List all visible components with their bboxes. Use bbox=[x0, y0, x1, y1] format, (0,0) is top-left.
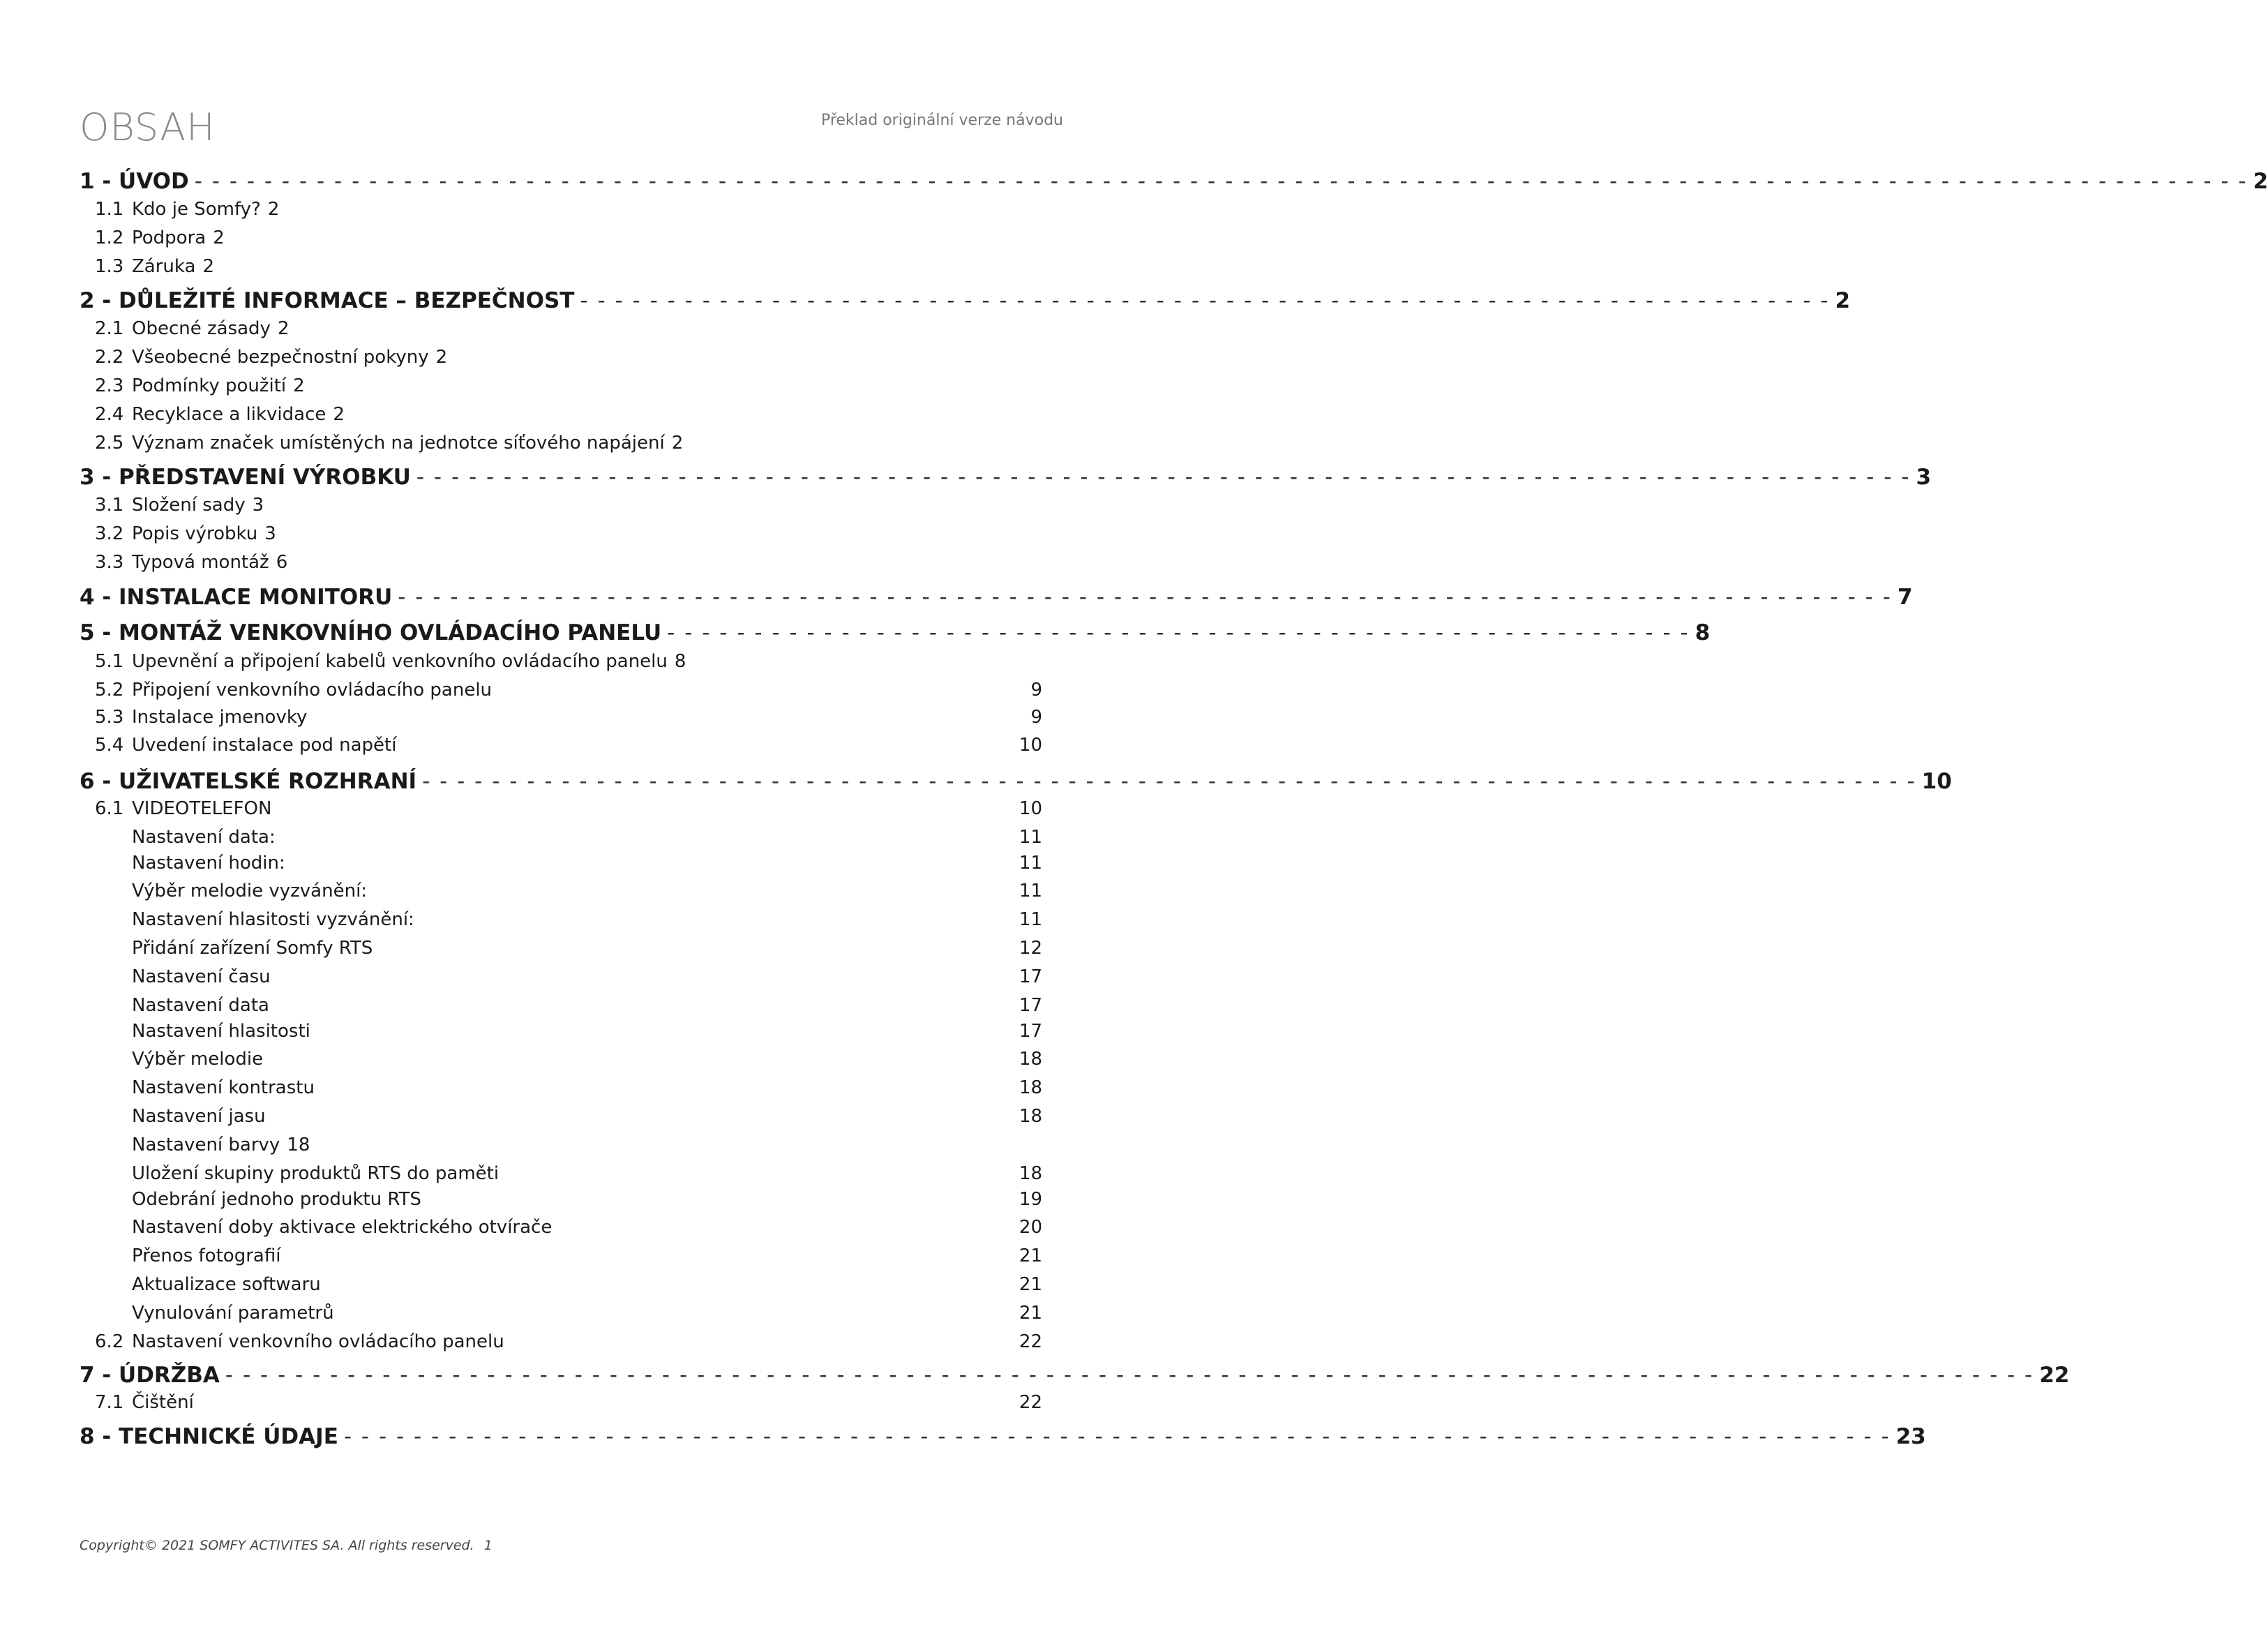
item-title: Nastavení hlasitosti vyzvánění: bbox=[132, 909, 414, 930]
toc-item-1-2[interactable] bbox=[80, 225, 1042, 250]
page-number: 11 bbox=[1019, 827, 1042, 848]
section-title: Význam značek umístěných na jednotce síťového napájení bbox=[132, 433, 665, 454]
section-number: 6.1 bbox=[95, 798, 124, 819]
dot-leader: - - - - - - - - - - - - - - - - - - - - - - - - - - - - - - - - - - - - - - - - - - - - - - - - - - - - - - - - - - - bbox=[667, 620, 1690, 645]
page-number: 21 bbox=[1019, 1303, 1042, 1324]
item-title: Nastavení hlasitosti bbox=[132, 1021, 310, 1042]
toc-item-2-1[interactable] bbox=[80, 316, 1042, 341]
page-number: 22 bbox=[1019, 1392, 1042, 1413]
page-number: 2 bbox=[277, 318, 290, 339]
page-number: 17 bbox=[1019, 995, 1042, 1016]
section-title: Záruka bbox=[132, 256, 196, 277]
page-number: 2 bbox=[435, 347, 448, 368]
chapter-title: 7 - ÚDRŽBA bbox=[80, 1363, 220, 1388]
toc-item-5-3[interactable] bbox=[80, 705, 1042, 730]
page-number: 7 bbox=[1897, 585, 1913, 610]
footer bbox=[80, 1538, 493, 1553]
section-number: 7.1 bbox=[95, 1392, 124, 1413]
toc-chapter-3[interactable] bbox=[80, 463, 1932, 491]
page-number: 11 bbox=[1019, 853, 1042, 874]
page-number: 2 bbox=[333, 404, 345, 425]
page-number: 3 bbox=[252, 495, 264, 516]
page-number: 1 bbox=[483, 1538, 493, 1553]
page-number: 2 bbox=[293, 375, 305, 396]
toc-subitem[interactable] bbox=[80, 1019, 1042, 1044]
section-number: 5.1 bbox=[95, 651, 124, 672]
item-title: Nastavení barvy bbox=[132, 1135, 280, 1155]
toc-item-5-2[interactable] bbox=[80, 677, 1042, 703]
chapter-title: 3 - PŘEDSTAVENÍ VÝROBKU bbox=[80, 465, 411, 490]
toc-subitem[interactable] bbox=[80, 907, 1042, 932]
item-title: Nastavení jasu bbox=[132, 1106, 266, 1127]
page-number: 18 bbox=[1019, 1106, 1042, 1127]
section-number: 2.3 bbox=[95, 375, 124, 396]
item-title: Uložení skupiny produktů RTS do paměti bbox=[132, 1163, 500, 1184]
toc-item-2-5[interactable] bbox=[80, 431, 1042, 456]
page-number: 18 bbox=[287, 1135, 310, 1155]
page-number: 2 bbox=[202, 256, 214, 277]
section-number: 3.3 bbox=[95, 552, 124, 573]
item-title: Nastavení kontrastu bbox=[132, 1077, 315, 1098]
toc-chapter-5[interactable] bbox=[80, 619, 1711, 647]
page-number: 10 bbox=[1921, 769, 1952, 794]
page-number: 9 bbox=[1030, 707, 1042, 728]
item-title: Nastavení času bbox=[132, 966, 271, 987]
chapter-title: 2 - DŮLEŽITÉ INFORMACE – BEZPEČNOST bbox=[80, 288, 575, 313]
toc-item-2-2[interactable] bbox=[80, 345, 1042, 370]
toc-subitem[interactable] bbox=[80, 936, 1042, 961]
section-number: 1.2 bbox=[95, 227, 124, 248]
page-number: 2 bbox=[1835, 288, 1851, 313]
toc-item-1-1[interactable] bbox=[80, 197, 1042, 222]
section-number: 2.2 bbox=[95, 347, 124, 368]
toc-subitem[interactable] bbox=[80, 825, 1042, 850]
chapter-title: 1 - ÚVOD bbox=[80, 169, 189, 194]
section-number: 2.4 bbox=[95, 404, 124, 425]
section-number: 5.3 bbox=[95, 707, 124, 728]
section-title: Uvedení instalace pod napětí bbox=[132, 735, 397, 756]
toc-subitem[interactable] bbox=[80, 1075, 1042, 1100]
page-number: 18 bbox=[1019, 1077, 1042, 1098]
chapter-title: 6 - UŽIVATELSKÉ ROZHRANÍ bbox=[80, 769, 417, 794]
section-title: Nastavení venkovního ovládacího panelu bbox=[132, 1331, 504, 1352]
toc-subitem[interactable] bbox=[80, 1272, 1042, 1297]
section-title: Všeobecné bezpečnostní pokyny bbox=[132, 347, 429, 368]
chapter-title: 8 - TECHNICKÉ ÚDAJE bbox=[80, 1424, 338, 1449]
page-number: 3 bbox=[264, 523, 276, 544]
toc-subitem[interactable] bbox=[80, 878, 1042, 904]
page-number: 22 bbox=[2039, 1363, 2070, 1388]
page-number: 2 bbox=[213, 227, 225, 248]
page-number: 8 bbox=[674, 651, 686, 672]
toc-chapter-8[interactable] bbox=[80, 1423, 1926, 1451]
toc-subitem[interactable] bbox=[80, 964, 1042, 989]
item-title: Nastavení data bbox=[132, 995, 269, 1016]
toc-subitem[interactable] bbox=[80, 1215, 1042, 1240]
toc-subitem[interactable] bbox=[80, 1104, 1042, 1129]
item-title: Přidání zařízení Somfy RTS bbox=[132, 938, 373, 959]
dot-leader: - - - - - - - - - - - - - - - - - - - - - - - - - - - - - - - - - - - - - - - - - - - - - - - - - - - - - - - - - - - - - - - - - - - - - - - - - - - - - - - - - - - - - - bbox=[422, 769, 1916, 794]
section-title: Podpora bbox=[132, 227, 206, 248]
page-number: 23 bbox=[1895, 1424, 1926, 1449]
section-number: 5.4 bbox=[95, 735, 124, 756]
section-title: Recyklace a likvidace bbox=[132, 404, 326, 425]
toc-item-1-3[interactable] bbox=[80, 254, 1042, 279]
section-number: 1.1 bbox=[95, 199, 124, 220]
section-title: Čištění bbox=[132, 1392, 194, 1413]
toc-chapter-7[interactable] bbox=[80, 1361, 2070, 1389]
toc-item-3-2[interactable] bbox=[80, 521, 1042, 546]
toc-subitem[interactable] bbox=[80, 1132, 1042, 1158]
item-title: Výběr melodie bbox=[132, 1049, 264, 1070]
section-number: 1.3 bbox=[95, 256, 124, 277]
dot-leader: - - - - - - - - - - - - - - - - - - - - - - - - - - - - - - - - - - - - - - - - - - - - - - - - - - - - - - - - - - - - - - - - - - - - - - - - bbox=[580, 288, 1830, 313]
toc-item-6-1[interactable] bbox=[80, 796, 1042, 821]
page-number: 2 bbox=[267, 199, 280, 220]
page-number: 6 bbox=[276, 552, 288, 573]
page-number: 8 bbox=[1695, 620, 1711, 645]
chapter-title: 5 - MONTÁŽ VENKOVNÍHO OVLÁDACÍHO PANELU bbox=[80, 620, 662, 645]
toc-subitem[interactable] bbox=[80, 1243, 1042, 1268]
page-number: 11 bbox=[1019, 909, 1042, 930]
section-number: 3.2 bbox=[95, 523, 124, 544]
section-title: Typová montáž bbox=[132, 552, 269, 573]
page-number: 22 bbox=[1019, 1331, 1042, 1352]
item-title: Nastavení data: bbox=[132, 827, 276, 848]
page-number: 17 bbox=[1019, 966, 1042, 987]
page-number: 19 bbox=[1019, 1189, 1042, 1210]
section-number: 5.2 bbox=[95, 680, 124, 701]
item-title: Nastavení doby aktivace elektrického otvírače bbox=[132, 1217, 553, 1238]
section-title: Upevnění a připojení kabelů venkovního ovládacího panelu bbox=[132, 651, 668, 672]
dot-leader: - - - - - - - - - - - - - - - - - - - - - - - - - - - - - - - - - - - - - - - - - - - - - - - - - - - - - - - - - - - - - - - - - - - - - - - - - - - - - - - - - - - - - - - - - bbox=[343, 1424, 1891, 1449]
dot-leader: - - - - - - - - - - - - - - - - - - - - - - - - - - - - - - - - - - - - - - - - - - - - - - - - - - - - - - - - - - - - - - - - - - - - - - - - - - - - - - - - - - - - - - bbox=[398, 585, 1892, 610]
toc-item-7-1[interactable] bbox=[80, 1390, 1042, 1415]
toc-subitem[interactable] bbox=[80, 1047, 1042, 1072]
toc-item-3-1[interactable] bbox=[80, 493, 1042, 518]
dot-leader: - - - - - - - - - - - - - - - - - - - - - - - - - - - - - - - - - - - - - - - - - - - - - - - - - - - - - - - - - - - - - - - - - - - - - - - - - - - - - - - - - - - - - - - - - - - - - - - - - - - - - - - - bbox=[225, 1363, 2034, 1388]
toc-chapter-6[interactable] bbox=[80, 768, 1952, 795]
page-number: 9 bbox=[1030, 680, 1042, 701]
page-number: 21 bbox=[1019, 1274, 1042, 1295]
section-title: Obecné zásady bbox=[132, 318, 271, 339]
page-number: 10 bbox=[1019, 798, 1042, 819]
toc-item-3-3[interactable] bbox=[80, 550, 1042, 575]
toc-item-5-4[interactable] bbox=[80, 733, 1042, 758]
chapter-title: 4 - INSTALACE MONITORU bbox=[80, 585, 393, 610]
item-title: Aktualizace softwaru bbox=[132, 1274, 321, 1295]
section-title: Popis výrobku bbox=[132, 523, 258, 544]
section-title: Složení sady bbox=[132, 495, 246, 516]
toc-subitem[interactable] bbox=[80, 851, 1042, 876]
dot-leader: - - - - - - - - - - - - - - - - - - - - - - - - - - - - - - - - - - - - - - - - - - - - - - - - - - - - - - - - - - - - - - - - - - - - - - - - - - - - - - - - - - - - - - - - - - - - - - - - - - - - - - - - - - - - - - - - - - - - - - bbox=[194, 169, 2248, 194]
toc-subitem[interactable] bbox=[80, 993, 1042, 1018]
toc-subitem[interactable] bbox=[80, 1187, 1042, 1212]
page-number: 3 bbox=[1916, 465, 1932, 490]
page-number: 12 bbox=[1019, 938, 1042, 959]
page-number: 18 bbox=[1019, 1163, 1042, 1184]
section-title: Kdo je Somfy? bbox=[132, 199, 261, 220]
item-title: Výběr melodie vyzvánění: bbox=[132, 881, 368, 901]
page-number: 10 bbox=[1019, 735, 1042, 756]
page-number: 2 bbox=[2253, 169, 2268, 194]
item-title: Nastavení hodin: bbox=[132, 853, 285, 874]
toc-subitem[interactable] bbox=[80, 1161, 1042, 1186]
section-title: VIDEOTELEFON bbox=[132, 798, 272, 819]
section-number: 6.2 bbox=[95, 1331, 124, 1352]
item-title: Vynulování parametrů bbox=[132, 1303, 334, 1324]
page-number: 20 bbox=[1019, 1217, 1042, 1238]
section-number: 2.5 bbox=[95, 433, 124, 454]
toc-chapter-2[interactable] bbox=[80, 287, 1851, 315]
page-title: OBSAH bbox=[80, 105, 216, 149]
toc-item-6-2[interactable] bbox=[80, 1329, 1042, 1354]
section-number: 3.1 bbox=[95, 495, 124, 516]
translation-note: Překlad originální verze návodu bbox=[820, 112, 1063, 129]
section-title: Podmínky použití bbox=[132, 375, 287, 396]
page-number: 2 bbox=[671, 433, 684, 454]
toc-item-2-3[interactable] bbox=[80, 373, 1042, 398]
page-number: 18 bbox=[1019, 1049, 1042, 1070]
section-number: 2.1 bbox=[95, 318, 124, 339]
toc-item-2-4[interactable] bbox=[80, 402, 1042, 427]
page-number: 17 bbox=[1019, 1021, 1042, 1042]
toc-subitem[interactable] bbox=[80, 1301, 1042, 1326]
copyright: Copyright© 2021 SOMFY ACTIVITES SA. All rights reserved. bbox=[80, 1538, 474, 1553]
item-title: Odebrání jednoho produktu RTS bbox=[132, 1189, 421, 1210]
section-title: Připojení venkovního ovládacího panelu bbox=[132, 680, 493, 701]
dot-leader: - - - - - - - - - - - - - - - - - - - - - - - - - - - - - - - - - - - - - - - - - - - - - - - - - - - - - - - - - - - - - - - - - - - - - - - - - - - - - - - - - - - - - - bbox=[416, 465, 1911, 490]
item-title: Přenos fotografií bbox=[132, 1245, 281, 1266]
page-number: 21 bbox=[1019, 1245, 1042, 1266]
section-title: Instalace jmenovky bbox=[132, 707, 308, 728]
page-number: 11 bbox=[1019, 881, 1042, 901]
toc-chapter-1[interactable] bbox=[80, 167, 2268, 195]
toc-item-5-1[interactable] bbox=[80, 649, 1042, 674]
toc-chapter-4[interactable] bbox=[80, 583, 1913, 611]
